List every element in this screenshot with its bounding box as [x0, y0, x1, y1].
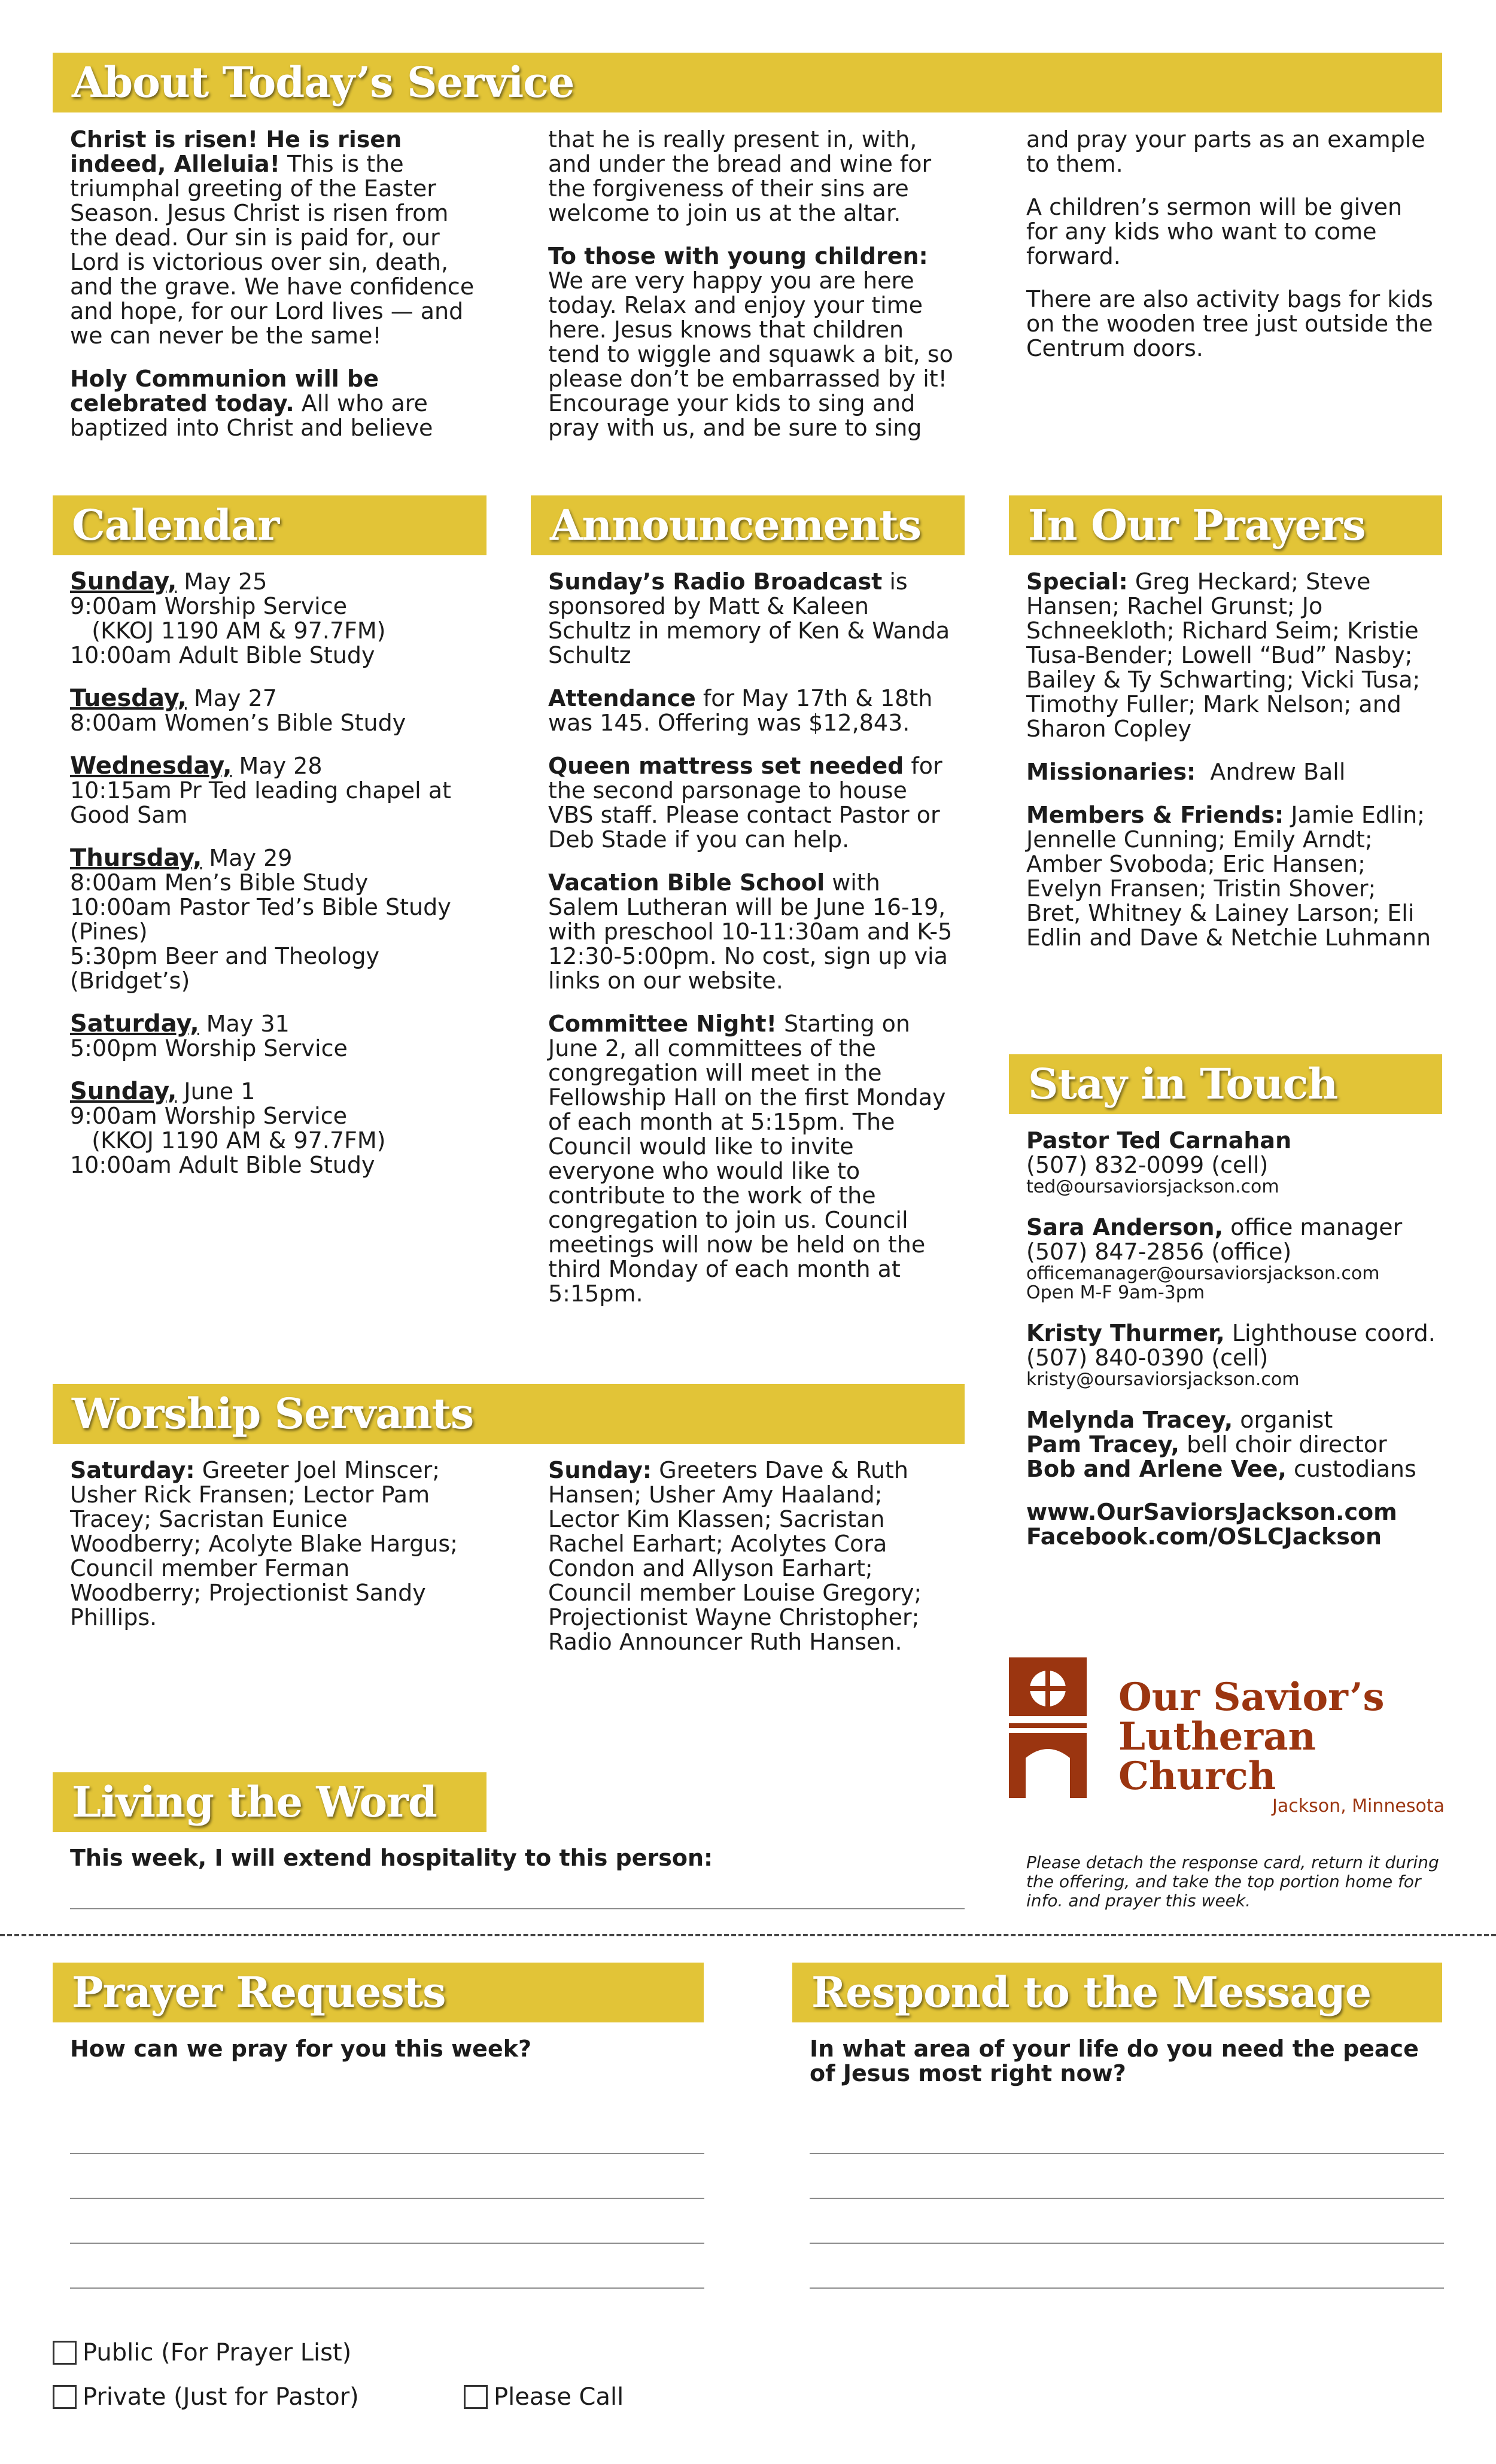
calendar-date: May 27	[186, 685, 277, 711]
call-option[interactable]	[464, 2384, 624, 2410]
respond-prompt: In what area of your life do you need the peace of Jesus most right now?	[810, 2036, 1419, 2086]
prayer-item	[1026, 570, 1433, 741]
servants-heading: Worship Servants	[53, 1384, 965, 1444]
about-col3-p1: and pray your parts as an example to them.	[1026, 126, 1425, 177]
calendar-day: Saturday,	[70, 1010, 199, 1038]
private-option[interactable]	[53, 2384, 359, 2410]
respond-answer-line-4[interactable]	[810, 2287, 1444, 2289]
bell-director-role: bell choir director	[1179, 1431, 1387, 1458]
calendar-entry	[70, 1079, 477, 1178]
respond-answer-line-3[interactable]	[810, 2243, 1444, 2244]
about-col2-p1: that he is really present in, with, and under the bread and wine for the forgiveness of their sins are welcome to join us at the altar.	[548, 126, 932, 226]
organist-name: Melynda Tracey,	[1026, 1407, 1233, 1433]
announcement-item-text: with Salem Lutheran will be June 16-19, with preschool 10-11:30am and K-5 12:30-5:00pm. No cost, sign up via links on our website.	[548, 869, 960, 994]
about-p2-bold: Holy Communion will be celebrated today.	[70, 366, 379, 416]
public-option[interactable]	[53, 2340, 351, 2366]
pastor-name: Pastor Ted Carnahan	[1026, 1127, 1292, 1154]
announcement-item	[548, 1012, 955, 1306]
prayer-answer-line-2[interactable]	[70, 2198, 704, 2199]
prayer-item-title: Members & Friends:	[1026, 802, 1284, 828]
public-label: Public (For Prayer List)	[83, 2339, 352, 2366]
office-hours: Open M-F 9am-3pm	[1026, 1282, 1205, 1303]
calendar-day: Sunday,	[70, 568, 177, 595]
prayer-answer-line-4[interactable]	[70, 2287, 704, 2289]
detach-cut-line	[0, 1934, 1496, 1936]
prayers-heading: In Our Prayers	[1009, 495, 1442, 555]
announcement-item-title: Attendance	[548, 685, 696, 711]
calendar-event: 8:00am Women’s Bible Study	[70, 710, 406, 736]
calendar-event: 5:00pm Worship Service	[70, 1035, 348, 1061]
prayer-item-text: Jamie Edlin; Jennelle Cunning; Emily Arndt; Amber Svoboda; Eric Hansen; Evelyn Fransen; Tristin Shover; Bret, Whitney & Lainey Larson; Eli Edlin and Dave & Netchie Luhmann	[1026, 802, 1433, 951]
announcement-item	[548, 570, 955, 668]
lighthouse-email[interactable]: kristy@oursaviorsjackson.com	[1026, 1369, 1300, 1390]
announcements-heading: Announcements	[531, 495, 965, 555]
announcement-item-text: for May 17th & 18th was 145. Offering was $12,843.	[548, 685, 940, 736]
public-checkbox[interactable]	[53, 2341, 77, 2365]
servants-sunday-label: Sunday:	[548, 1457, 652, 1483]
church-name-line1: Our Savior’s	[1118, 1675, 1385, 1720]
prayer-item-title: Missionaries:	[1026, 759, 1196, 785]
office-email[interactable]: officemanager@oursaviorsjackson.com	[1026, 1263, 1380, 1284]
website-link[interactable]: www.OurSaviorsJackson.com	[1026, 1499, 1397, 1525]
calendar-entry	[70, 846, 477, 993]
announcement-item-title: Queen mattress set needed	[548, 753, 904, 779]
calendar-event: (KKOJ 1190 AM & 97.7FM)	[70, 1127, 386, 1154]
about-column-3	[1026, 127, 1433, 379]
prayer-item-title: Special:	[1026, 568, 1128, 595]
call-checkbox[interactable]	[464, 2385, 488, 2409]
calendar-event: 10:00am Adult Bible Study	[70, 642, 375, 668]
private-checkbox[interactable]	[53, 2385, 77, 2409]
servants-saturday	[70, 1458, 477, 1648]
calendar-day: Thursday,	[70, 844, 202, 872]
calendar-date: May 31	[199, 1011, 290, 1037]
pastor-email[interactable]: ted@oursaviorsjackson.com	[1026, 1176, 1279, 1197]
call-label: Please Call	[494, 2383, 624, 2411]
calendar-event: 10:15am Pr Ted leading chapel at Good Sam	[70, 777, 459, 828]
calendar-day: Sunday,	[70, 1078, 177, 1105]
announcement-item	[548, 686, 955, 735]
servants-saturday-label: Saturday:	[70, 1457, 195, 1483]
prayer-item-text: Greg Heckard; Steve Hansen; Rachel Grunst; Jo Schneekloth; Richard Seim; Kristie Tusa-Bender; Lowell “Bud” Nasby; Bailey & Ty Schwarting; Vicki Tusa; Timothy Fuller; Mark Nelson; and Sharon Copley	[1026, 568, 1428, 742]
prayer-requests-prompt: How can we pray for you this week?	[70, 2036, 532, 2062]
office-manager-role: office manager	[1223, 1214, 1403, 1240]
about-col2-p2-text: We are very happy you are here today. Relax and enjoy your time here. Jesus knows that children tend to wiggle and squawk a bit, so please don’t be embarrassed by it! Encourage your kids to sing and pray with us, and be sure to sing	[548, 267, 953, 441]
calendar-date: May 29	[202, 845, 293, 871]
calendar-day: Tuesday,	[70, 685, 187, 712]
church-location: Jackson, Minnesota	[1272, 1796, 1445, 1817]
about-p1-text: This is the triumphal greeting of the Easter Season. Jesus Christ is risen from the dead. Our sin is paid for, our Lord is victorious over sin, death, and the grave. We have confidence and hope, for our Lord lives — and we can never be the same!	[70, 151, 475, 349]
detach-note: Please detach the response card, return it during the offering, and take the top portion home for info. and prayer this week.	[1026, 1852, 1439, 1911]
prayer-list	[1026, 570, 1433, 969]
church-logo	[1009, 1657, 1446, 1817]
announcement-item	[548, 754, 955, 852]
living-heading: Living the Word	[53, 1772, 486, 1832]
calendar-date: May 28	[232, 753, 323, 779]
church-name-line2: Lutheran Church	[1118, 1714, 1316, 1799]
about-col3-p2: A children’s sermon will be given for any kids who want to come forward.	[1026, 194, 1403, 269]
announcement-item	[548, 869, 960, 994]
respond-answer-line-1[interactable]	[810, 2153, 1444, 2154]
calendar-event: 9:00am Worship Service	[70, 1103, 348, 1129]
living-answer-line[interactable]	[70, 1908, 965, 1909]
respond-heading: Respond to the Message	[792, 1963, 1442, 2022]
about-col2-p2-bold: To those with young children:	[548, 243, 928, 269]
contact-heading: Stay in Touch	[1009, 1054, 1442, 1114]
bell-director-name: Pam Tracey,	[1026, 1431, 1179, 1458]
about-heading: About Today’s Service	[53, 53, 1442, 112]
office-manager-name: Sara Anderson,	[1026, 1214, 1224, 1240]
calendar-date: June 1	[177, 1078, 256, 1105]
about-p2-text: All who are baptized into Christ and believe	[70, 390, 433, 441]
announcement-item-title: Committee Night!	[548, 1011, 777, 1037]
calendar-day: Wednesday,	[70, 752, 232, 780]
office-phone: (507) 847-2856 (office)	[1026, 1239, 1292, 1265]
calendar-event: (KKOJ 1190 AM & 97.7FM)	[70, 617, 386, 644]
calendar-event: 8:00am Men’s Bible Study	[70, 869, 369, 896]
calendar-entry	[70, 1012, 477, 1061]
announcement-item-title: Vacation Bible School	[548, 869, 825, 896]
calendar-date: May 25	[177, 568, 267, 595]
lighthouse-role: Lighthouse coord.	[1224, 1320, 1436, 1346]
prayer-requests-heading: Prayer Requests	[53, 1963, 704, 2022]
announcement-item-text: for the second parsonage to house VBS staff. Please contact Pastor or Deb Stade if you can help.	[548, 753, 950, 853]
announcement-list	[548, 568, 960, 1325]
custodians-role: custodians	[1286, 1456, 1416, 1482]
calendar-event: 5:30pm Beer and Theology (Bridget’s)	[70, 943, 387, 994]
living-prompt: This week, I will extend hospitality to this person:	[70, 1845, 713, 1871]
calendar-event: 10:00am Pastor Ted’s Bible Study (Pines)	[70, 894, 458, 945]
calendar-heading: Calendar	[53, 495, 486, 555]
servants-sunday	[548, 1458, 955, 1673]
respond-answer-line-2[interactable]	[810, 2198, 1444, 2199]
lighthouse-name: Kristy Thurmer,	[1026, 1320, 1225, 1346]
contact-list	[1026, 1128, 1439, 1568]
servants-sunday-text: Greeters Dave & Ruth Hansen; Usher Amy Haaland; Lector Kim Klassen; Sacristan Rachel Earhart; Acolytes Cora Condon and Allyson Earhart; Council member Louise Gregory; Projectionist Wayne Christopher; Radio Announcer Ruth Hansen.	[548, 1457, 922, 1655]
announcement-item-text: is sponsored by Matt & Kaleen Schultz in memory of Ken & Wanda Schultz	[548, 568, 957, 668]
facebook-link[interactable]: Facebook.com/OSLCJackson	[1026, 1523, 1382, 1550]
about-p1-bold: Christ is risen! He is risen indeed, Alleluia!	[70, 126, 402, 177]
calendar-event: 10:00am Adult Bible Study	[70, 1152, 375, 1178]
prayer-item-text: Andrew Ball	[1196, 759, 1346, 785]
calendar-entry	[70, 686, 477, 735]
custodians-name: Bob and Arlene Vee,	[1026, 1456, 1287, 1482]
lighthouse-phone: (507) 840-0390 (cell)	[1026, 1344, 1269, 1371]
calendar-event: 9:00am Worship Service	[70, 593, 348, 619]
private-label: Private (Just for Pastor)	[83, 2383, 359, 2411]
calendar-entry	[70, 570, 477, 668]
prayer-item	[1026, 803, 1433, 950]
prayer-answer-line-3[interactable]	[70, 2243, 704, 2244]
about-column-2	[548, 127, 955, 459]
organist-role: organist	[1233, 1407, 1333, 1433]
about-col3-p3: There are also activity bags for kids on the wooden tree just outside the Centrum doors.	[1026, 286, 1433, 361]
pastor-phone: (507) 832-0099 (cell)	[1026, 1152, 1269, 1178]
church-tower-icon	[1009, 1657, 1087, 1798]
prayer-answer-line-1[interactable]	[70, 2153, 704, 2154]
calendar-list	[70, 570, 477, 1196]
announcement-item-title: Sunday’s Radio Broadcast	[548, 568, 883, 595]
announcement-item-text: Starting on June 2, all committees of the congregation will meet in the Fellowship Hall on the first Monday of each month at 5:15pm. The Council would like to invite everyone who would like to contribute to the work of the congregation to join us. Council meetings will now be held on the third Monday of each month at 5:15pm.	[548, 1011, 953, 1307]
prayer-item	[1026, 760, 1433, 784]
about-column-1	[70, 127, 477, 459]
calendar-entry	[70, 754, 477, 828]
servants-saturday-text: Greeter Joel Minscer; Usher Rick Fransen; Lector Pam Tracey; Sacristan Eunice Woodberry; Acolyte Blake Hargus; Council member Ferman Woodberry; Projectionist Sandy Phillips.	[70, 1457, 458, 1631]
